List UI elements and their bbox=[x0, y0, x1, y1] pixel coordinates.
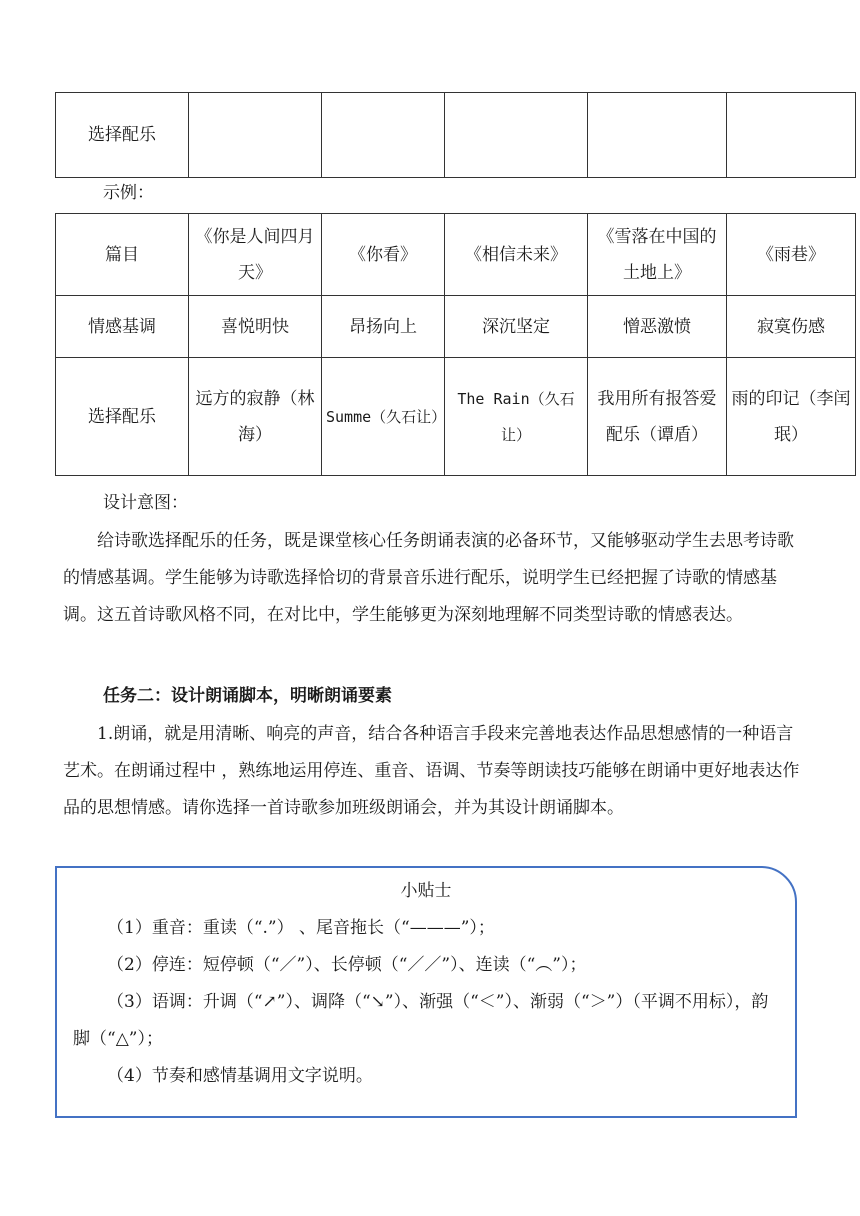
table-cell: 篇目 bbox=[56, 214, 189, 296]
table-cell: 《雨巷》 bbox=[727, 214, 856, 296]
table-cell: 憎恶激愤 bbox=[588, 296, 727, 358]
table-cell: 选择配乐 bbox=[56, 358, 189, 476]
example-label: 示例： bbox=[103, 183, 154, 203]
table-music-blank bbox=[55, 92, 856, 178]
table-row bbox=[56, 93, 856, 178]
table-cell: 《雪落在中国的土地上》 bbox=[588, 214, 727, 296]
table-cell: 远方的寂静（林海） bbox=[189, 358, 322, 476]
table-cell: 《你看》 bbox=[322, 214, 445, 296]
tips-line: （1）重音：重读（“.”） 、尾音拖长（“———”）； bbox=[107, 918, 495, 938]
table-cell: 雨的印记（李闰珉） bbox=[727, 358, 856, 476]
tips-line: （2）停连：短停顿（“／”）、长停顿（“／／”）、连读（“︵”）； bbox=[107, 955, 587, 975]
table-example bbox=[55, 213, 856, 476]
task2-paragraph: 1.朗诵，就是用清晰、响亮的声音，结合各种语言手段来完善地表达作品思想感情的一种语言艺术。在朗诵过程中 ，熟练地运用停连、重音、语调、节奏等朗读技巧能够在朗诵中更好地表达作品的思想情感。请你选择一首诗歌参加班级朗诵会，并为其设计朗诵脚本。 bbox=[63, 724, 800, 818]
table-row bbox=[56, 214, 856, 296]
table-cell: 《相信未来》 bbox=[445, 214, 588, 296]
table-cell: 情感基调 bbox=[56, 296, 189, 358]
table-cell: 我用所有报答爱配乐（谭盾） bbox=[588, 358, 727, 476]
table-cell: 寂寞伤感 bbox=[727, 296, 856, 358]
table-cell-empty bbox=[727, 93, 856, 178]
table-cell-empty bbox=[322, 93, 445, 178]
design-intent-label: 设计意图： bbox=[103, 493, 188, 513]
table-cell-empty bbox=[189, 93, 322, 178]
task2-heading: 任务二：设计朗诵脚本，明晰朗诵要素 bbox=[103, 686, 392, 706]
table-cell: Summe（久石让） bbox=[322, 358, 445, 476]
table-cell-label: 选择配乐 bbox=[56, 93, 189, 178]
table-cell: 深沉坚定 bbox=[445, 296, 588, 358]
table-cell: The Rain（久石让） bbox=[445, 358, 588, 476]
table-cell: 《你是人间四月天》 bbox=[189, 214, 322, 296]
tips-line: （4）节奏和感情基调用文字说明。 bbox=[107, 1066, 373, 1086]
design-intent-paragraph: 给诗歌选择配乐的任务，既是课堂核心任务朗诵表演的必备环节，又能够驱动学生去思考诗歌的情感基调。学生能够为诗歌选择恰切的背景音乐进行配乐，说明学生已经把握了诗歌的情感基调。这五首诗歌风格不同，在对比中，学生能够更为深刻地理解不同类型诗歌的情感表达。 bbox=[63, 531, 794, 625]
table-row bbox=[56, 296, 856, 358]
tips-title: 小贴士 bbox=[400, 881, 452, 901]
table-cell: 喜悦明快 bbox=[189, 296, 322, 358]
table-cell-empty bbox=[445, 93, 588, 178]
tips-line: （3）语调：升调（“↗”）、调降（“↘”）、渐强（“＜”）、渐弱（“＞”）（平调不用标），韵脚（“△”）； bbox=[73, 992, 769, 1049]
tips-box bbox=[55, 866, 797, 1118]
table-row bbox=[56, 358, 856, 476]
table-cell: 昂扬向上 bbox=[322, 296, 445, 358]
table-cell-empty bbox=[588, 93, 727, 178]
